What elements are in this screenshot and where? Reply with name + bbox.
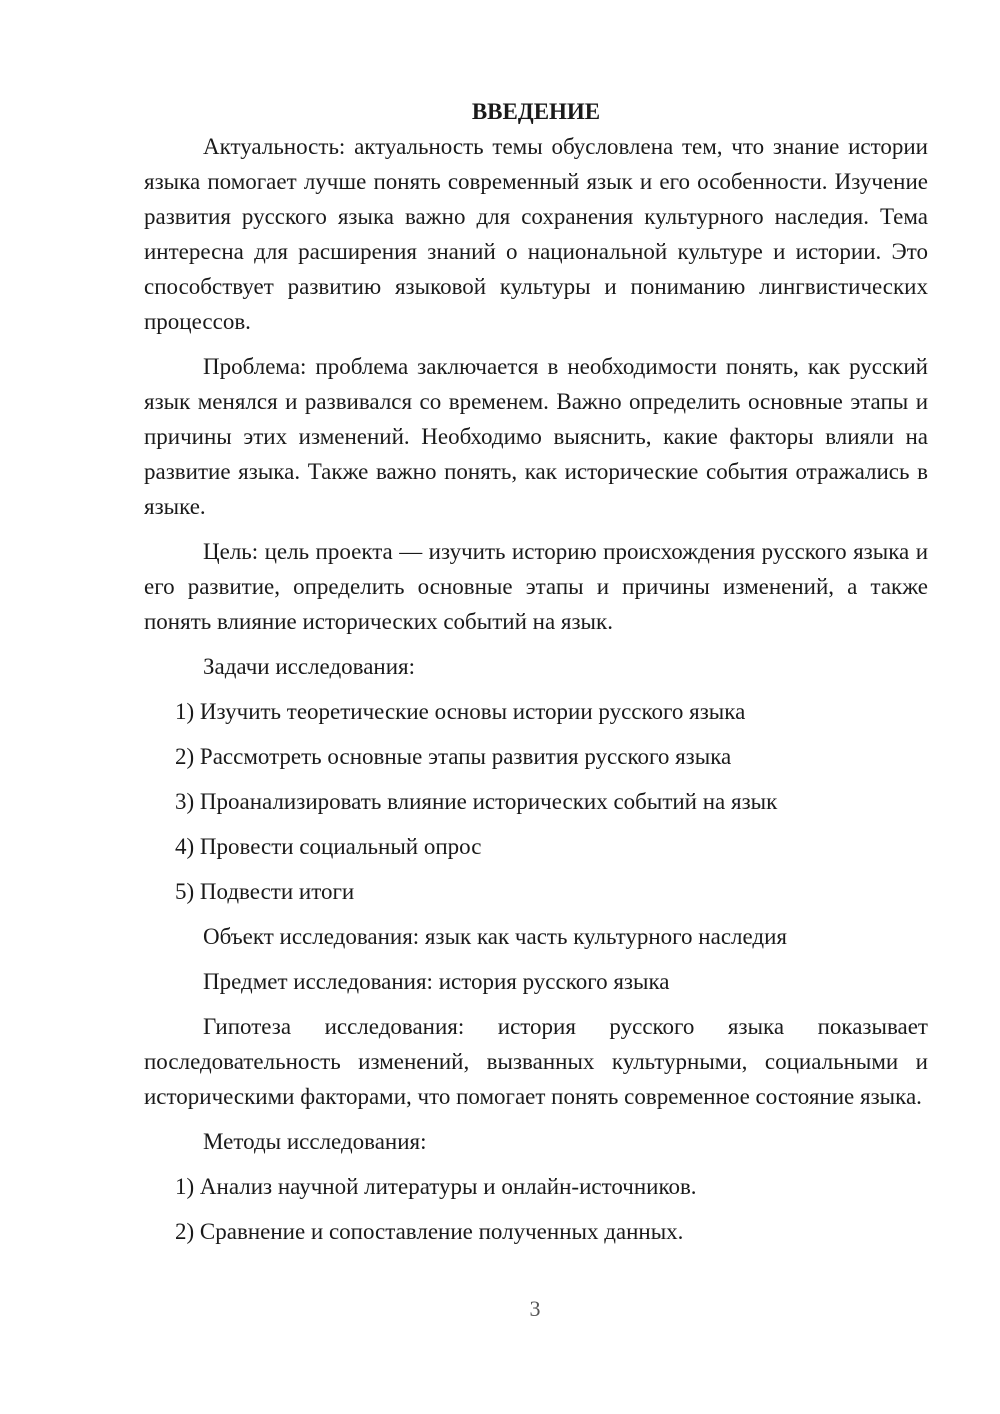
- tasks-heading: Задачи исследования:: [203, 654, 416, 679]
- task-item: 5) Подвести итоги: [175, 879, 355, 904]
- task-item: 3) Проанализировать влияние исторических событий на язык: [175, 789, 778, 814]
- hypothesis-paragraph: Гипотеза исследования: история русского языка показывает последовательность изменений, вызванных культурными, социальными и историческими факторами, что помогает понять современное состояние языка.: [144, 1014, 928, 1109]
- problem-paragraph: Проблема: проблема заключается в необходимости понять, как русский язык менялся и развивался со временем. Важно определить основные этапы и причины этих изменений. Необходимо выяснить, какие факторы влияли на развитие языка. Также важно понять, как исторические события отражались в языке.: [144, 354, 928, 519]
- page-content: [144, 94, 928, 1249]
- method-item: 1) Анализ научной литературы и онлайн-источников.: [175, 1174, 697, 1199]
- methods-heading: Методы исследования:: [203, 1129, 427, 1154]
- research-object: Объект исследования: язык как часть культурного наследия: [203, 924, 787, 949]
- relevance-paragraph: Актуальность: актуальность темы обусловлена тем, что знание истории языка помогает лучше понять современный язык и его особенности. Изучение развития русского языка важно для сохранения культурного наследия. Тема интересна для расширения знаний о национальной культуре и истории. Это способствует развитию языковой культуры и пониманию лингвистических процессов.: [144, 134, 928, 334]
- goal-paragraph: Цель: цель проекта — изучить историю происхождения русского языка и его развитие, определить основные этапы и причины изменений, а также понять влияние исторических событий на язык.: [144, 539, 928, 634]
- research-subject: Предмет исследования: история русского языка: [203, 969, 670, 994]
- method-item: 2) Сравнение и сопоставление полученных данных.: [175, 1219, 684, 1244]
- task-item: 4) Провести социальный опрос: [175, 834, 482, 859]
- task-item: 2) Рассмотреть основные этапы развития русского языка: [175, 744, 732, 769]
- page-number: 3: [529, 1296, 541, 1321]
- page-title: ВВЕДЕНИЕ: [471, 99, 601, 124]
- task-item: 1) Изучить теоретические основы истории русского языка: [175, 699, 746, 724]
